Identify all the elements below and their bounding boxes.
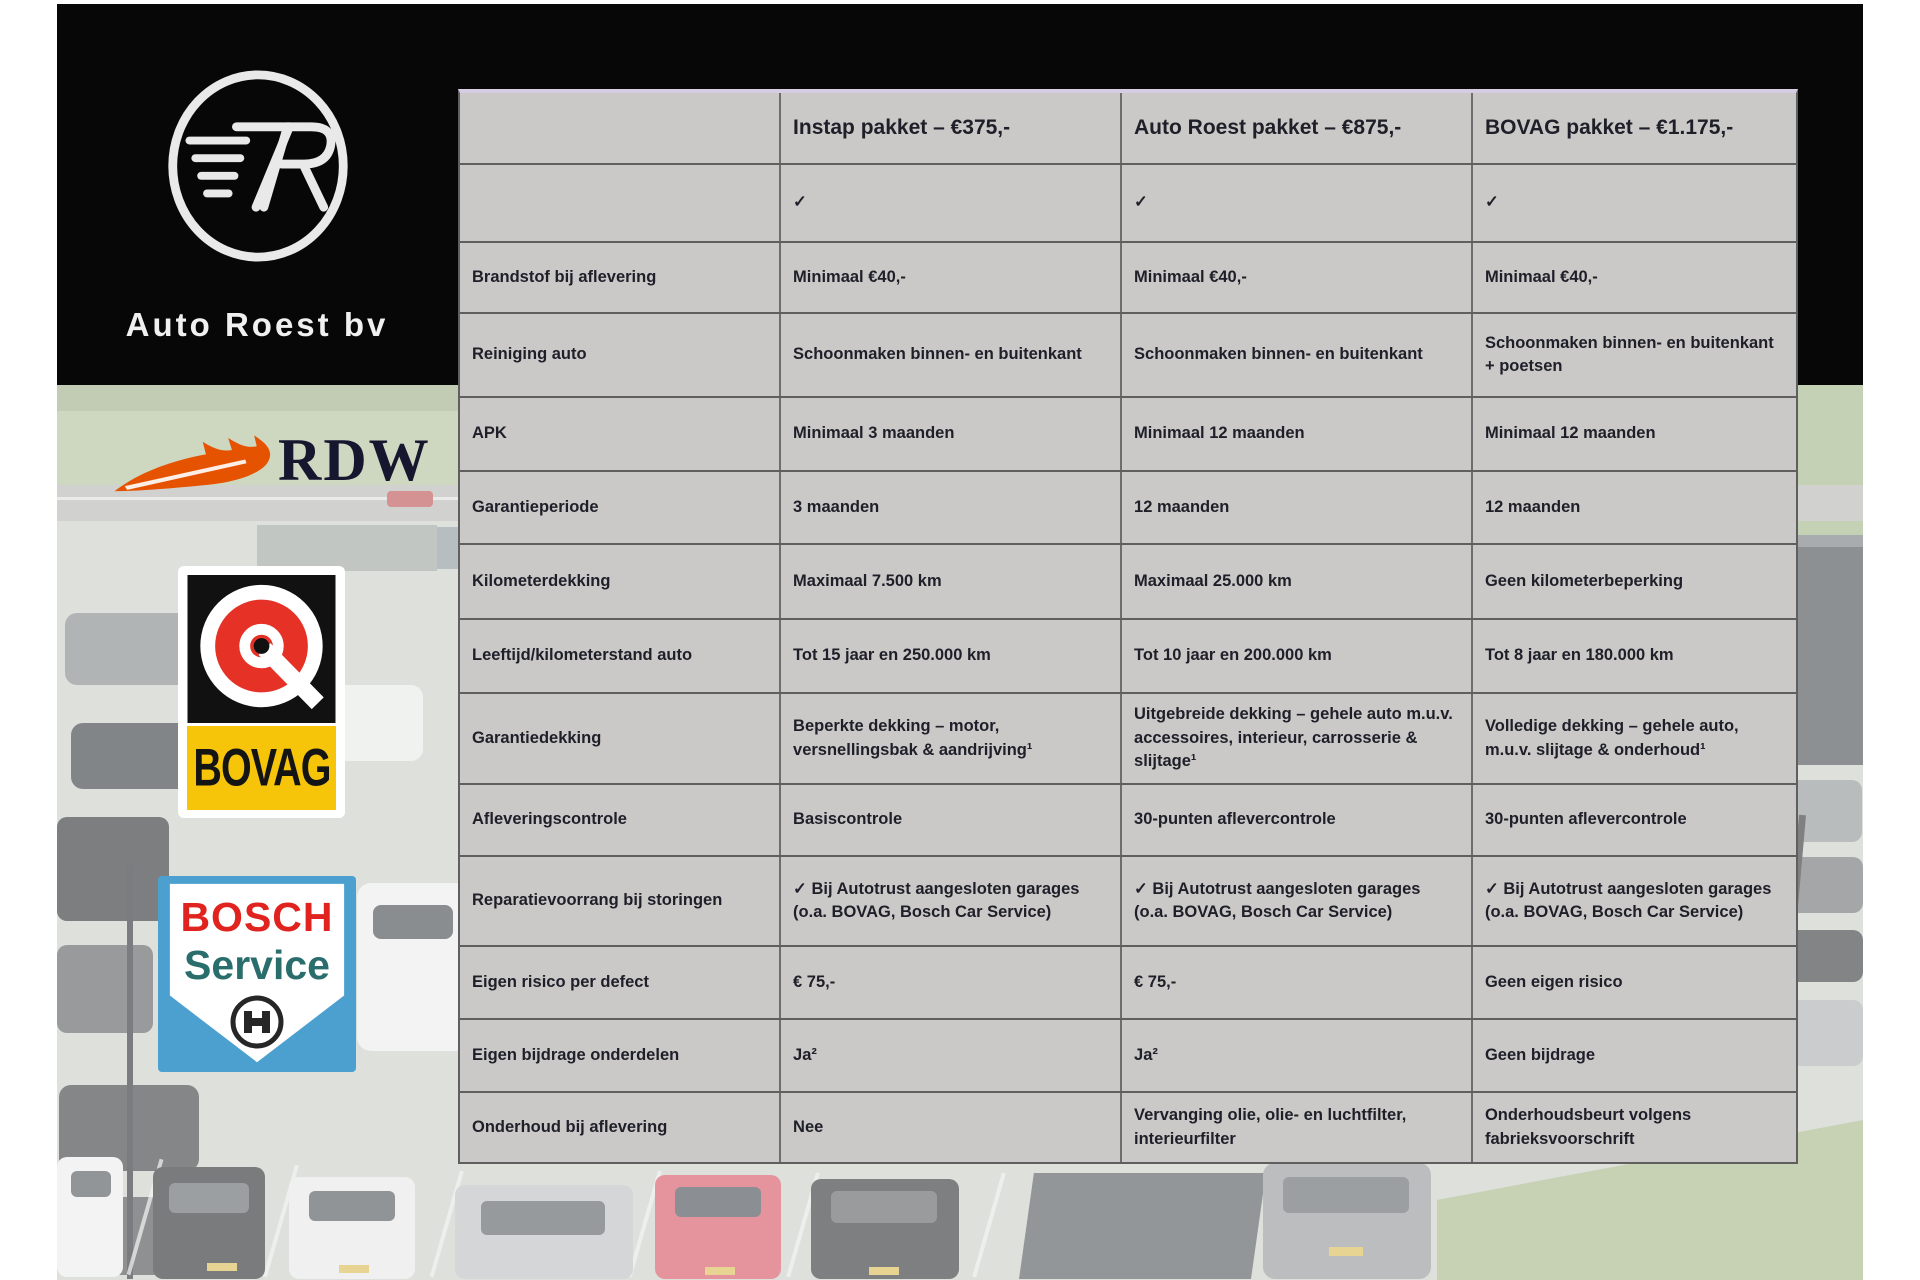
table-cell: Volledige dekking – gehele auto, m.u.v. slijtage & onderhoud¹ <box>1471 694 1796 783</box>
table-cell: 30-punten aflevercontrole <box>1120 785 1471 855</box>
table-cell: Beperkte dekking – motor, versnellingsbak & aandrijving¹ <box>779 694 1120 783</box>
table-row <box>460 947 1796 1020</box>
row-label: Garantiedekking <box>472 728 602 747</box>
table-cell: Schoonmaken binnen- en buitenkant + poetsen <box>1471 314 1796 396</box>
table-cell: 30-punten aflevercontrole <box>1471 785 1796 855</box>
row-label: Kilometerdekking <box>472 571 611 590</box>
table-cell: Minimaal 12 maanden <box>1120 398 1471 470</box>
bovag-logo <box>178 566 345 818</box>
table-cell: Minimaal 12 maanden <box>1471 398 1796 470</box>
row-label <box>460 165 779 241</box>
column-header: BOVAG pakket – €1.175,- <box>1471 93 1796 163</box>
row-label: Eigen risico per defect <box>472 972 649 991</box>
table-row <box>460 243 1796 314</box>
table-row <box>460 545 1796 620</box>
row-label: Leeftijd/kilometerstand auto <box>472 646 693 665</box>
rdw-swoosh-icon <box>112 418 277 513</box>
bosch-armature-icon <box>227 992 287 1052</box>
table-row <box>460 857 1796 947</box>
table-cell: Maximaal 25.000 km <box>1120 545 1471 618</box>
row-label: Brandstof bij aflevering <box>472 267 657 286</box>
auto-roest-logo-mark-icon <box>160 66 356 266</box>
table-row <box>460 1093 1796 1162</box>
table-cell: Maximaal 7.500 km <box>779 545 1120 618</box>
table-cell: Nee <box>779 1093 1120 1162</box>
table-cell: Tot 8 jaar en 180.000 km <box>1471 620 1796 692</box>
bovag-wordmark: BOVAG <box>192 738 331 797</box>
row-label: Reiniging auto <box>472 345 587 364</box>
table-cell: ✓ Bij Autotrust aangesloten garages (o.a. BOVAG, Bosch Car Service) <box>1120 857 1471 945</box>
row-label: Garantieperiode <box>472 497 599 516</box>
table-cell: € 75,- <box>1120 947 1471 1018</box>
table-cell: ✓ <box>779 165 1120 241</box>
table-row <box>460 472 1796 545</box>
table-row <box>460 165 1796 243</box>
column-header: Auto Roest pakket – €875,- <box>1120 93 1471 163</box>
table-cell: 3 maanden <box>779 472 1120 543</box>
table-cell: ✓ <box>1471 165 1796 241</box>
table-cell: Ja² <box>779 1020 1120 1091</box>
table-cell: Ja² <box>1120 1020 1471 1091</box>
row-label: Afleveringscontrole <box>472 810 627 829</box>
table-cell: Minimaal 3 maanden <box>779 398 1120 470</box>
table-cell: Geen bijdrage <box>1471 1020 1796 1091</box>
table-cell: Onderhoudsbeurt volgens fabrieksvoorschrift <box>1471 1093 1796 1162</box>
table-cell: Minimaal €40,- <box>1120 243 1471 312</box>
table-cell: ✓ <box>1120 165 1471 241</box>
table-cell: Minimaal €40,- <box>779 243 1120 312</box>
bosch-service-label: Service <box>184 942 330 988</box>
row-label: APK <box>472 424 507 443</box>
column-header: Instap pakket – €375,- <box>779 93 1120 163</box>
row-label: Eigen bijdrage onderdelen <box>472 1045 680 1064</box>
table-header-row <box>460 93 1796 165</box>
row-label: Onderhoud bij aflevering <box>472 1117 668 1136</box>
bovag-yellow-band <box>187 726 336 810</box>
table-cell: ✓ Bij Autotrust aangesloten garages (o.a. BOVAG, Bosch Car Service) <box>779 857 1120 945</box>
row-label: Reparatievoorrang bij storingen <box>472 891 723 910</box>
auto-roest-brand-name: Auto Roest bv <box>125 306 389 343</box>
table-cell: Minimaal €40,- <box>1471 243 1796 312</box>
table-cell: Vervanging olie, olie- en luchtfilter, interieurfilter <box>1120 1093 1471 1162</box>
rdw-logo <box>112 412 431 517</box>
table-cell: 12 maanden <box>1120 472 1471 543</box>
package-comparison-table <box>458 89 1798 1164</box>
table-cell: Tot 15 jaar en 250.000 km <box>779 620 1120 692</box>
table-row <box>460 398 1796 472</box>
bovag-emblem-icon <box>187 575 336 723</box>
table-row <box>460 1020 1796 1093</box>
table-cell: ✓ Bij Autotrust aangesloten garages (o.a. BOVAG, Bosch Car Service) <box>1471 857 1796 945</box>
table-cell: Schoonmaken binnen- en buitenkant <box>1120 314 1471 396</box>
table-cell: Uitgebreide dekking – gehele auto m.u.v. accessoires, interieur, carrosserie & slijtage¹ <box>1120 694 1471 783</box>
table-cell: Tot 10 jaar en 200.000 km <box>1120 620 1471 692</box>
table-row <box>460 314 1796 398</box>
table-row <box>460 620 1796 694</box>
table-cell: Basiscontrole <box>779 785 1120 855</box>
table-cell: € 75,- <box>779 947 1120 1018</box>
bosch-service-logo <box>158 876 356 1072</box>
corner-header-cell <box>460 93 779 163</box>
table-cell: Geen kilometerbeperking <box>1471 545 1796 618</box>
rdw-wordmark: RDW <box>278 427 431 493</box>
table-cell: Schoonmaken binnen- en buitenkant <box>779 314 1120 396</box>
table-row <box>460 694 1796 785</box>
bosch-wordmark: BOSCH <box>180 894 334 940</box>
table-row <box>460 785 1796 857</box>
table-cell: 12 maanden <box>1471 472 1796 543</box>
table-cell: Geen eigen risico <box>1471 947 1796 1018</box>
